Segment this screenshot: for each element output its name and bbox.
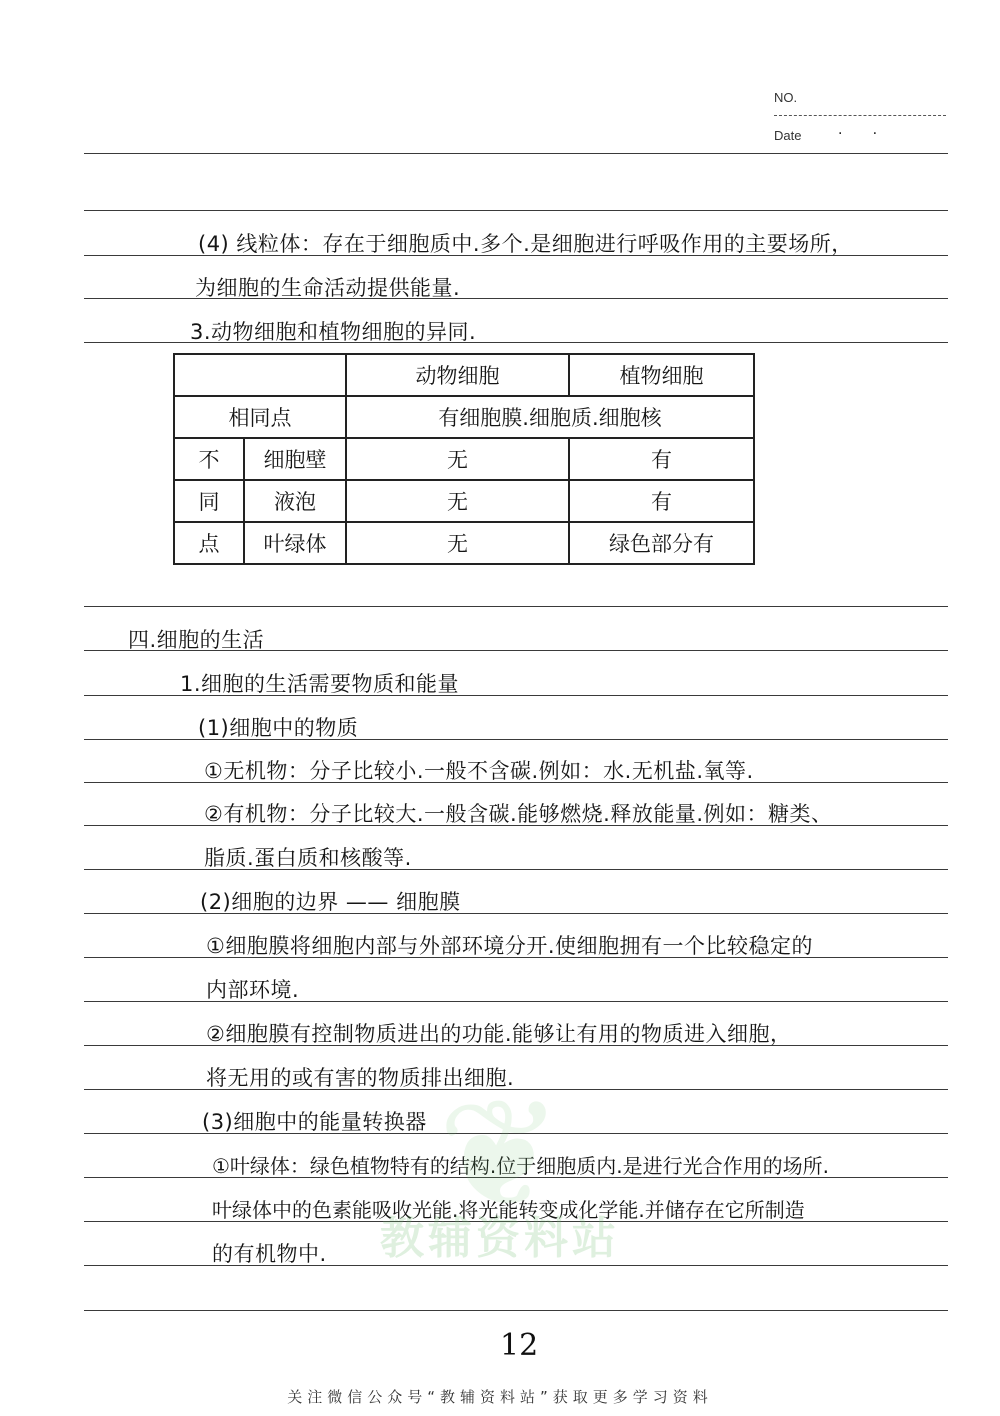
diff-label-char: 点: [174, 522, 244, 564]
diff-label-char: 不: [174, 438, 244, 480]
mitochondria-line-1: (4) 线粒体：存在于细胞质中.多个.是细胞进行呼吸作用的主要场所，: [198, 232, 853, 256]
date-dots: · ·: [838, 126, 878, 142]
animal-cell: 无: [346, 522, 569, 564]
membrane-1-line-1: ①细胞膜将细胞内部与外部环境分开.使细胞拥有一个比较稳定的: [206, 934, 813, 958]
membrane-2-line-2: 将无用的或有害的物质排出细胞.: [206, 1066, 515, 1090]
mitochondria-line-2: 为细胞的生命活动提供能量.: [195, 276, 461, 300]
same-label-cell: 相同点: [174, 396, 346, 438]
watermark-leaf-icon: ❦: [437, 1068, 563, 1242]
chloroplast-line-1: ①叶绿体：绿色植物特有的结构.位于细胞质内.是进行光合作用的场所.: [212, 1154, 830, 1178]
page-number: 12: [500, 1328, 539, 1363]
table-header-row: [174, 354, 754, 396]
table-corner-cell: [174, 354, 346, 396]
col-animal-header: 动物细胞: [346, 354, 569, 396]
table-row: [174, 438, 754, 480]
no-label: NO.: [774, 90, 798, 105]
inorganic-text: ①无机物：分子比较小.一般不含碳.例如：水.无机盐.氧等.: [204, 759, 754, 783]
diff-label-char: 同: [174, 480, 244, 522]
membrane-2-line-1: ②细胞膜有控制物质进出的功能.能够让有用的物质进入细胞，: [206, 1022, 792, 1046]
animal-cell: 无: [346, 480, 569, 522]
plant-cell: 绿色部分有: [569, 522, 754, 564]
table-row: [174, 480, 754, 522]
comparison-table: [173, 353, 755, 565]
organic-line-1: ②有机物：分子比较大.一般含碳.能够燃烧.释放能量.例如：糖类、: [204, 802, 833, 826]
footer-note: 关注微信公众号“教辅资料站”获取更多学习资料: [287, 1388, 713, 1406]
feature-cell: 叶绿体: [244, 522, 346, 564]
table-row: [174, 522, 754, 564]
animal-cell: 无: [346, 438, 569, 480]
chloroplast-line-3: 的有机物中.: [212, 1242, 327, 1266]
table-row-same: [174, 396, 754, 438]
feature-cell: 液泡: [244, 480, 346, 522]
sub-1-3-heading: (3)细胞中的能量转换器: [202, 1110, 427, 1134]
plant-cell: 有: [569, 438, 754, 480]
organic-line-2: 脂质.蛋白质和核酸等.: [204, 846, 412, 870]
plant-cell: 有: [569, 480, 754, 522]
sub-1-2-heading: (2)细胞的边界 —— 细胞膜: [200, 890, 461, 914]
sub-1-1-heading: (1)细胞中的物质: [198, 716, 359, 740]
no-dash-line: [774, 115, 946, 116]
sub-1-heading: 1.细胞的生活需要物质和能量: [180, 672, 460, 696]
feature-cell: 细胞壁: [244, 438, 346, 480]
watermark-text: 教辅资料站: [380, 1213, 620, 1264]
same-value-cell: 有细胞膜.细胞质.细胞核: [346, 396, 754, 438]
section-3-heading: 3.动物细胞和植物细胞的异同.: [190, 320, 477, 344]
col-plant-header: 植物细胞: [569, 354, 754, 396]
section-4-heading: 四.细胞的生活: [128, 628, 265, 652]
membrane-1-line-2: 内部环境.: [206, 978, 300, 1002]
date-label: Date: [774, 128, 802, 143]
chloroplast-line-2: 叶绿体中的色素能吸收光能.将光能转变成化学能.并储存在它所制造: [212, 1198, 805, 1222]
